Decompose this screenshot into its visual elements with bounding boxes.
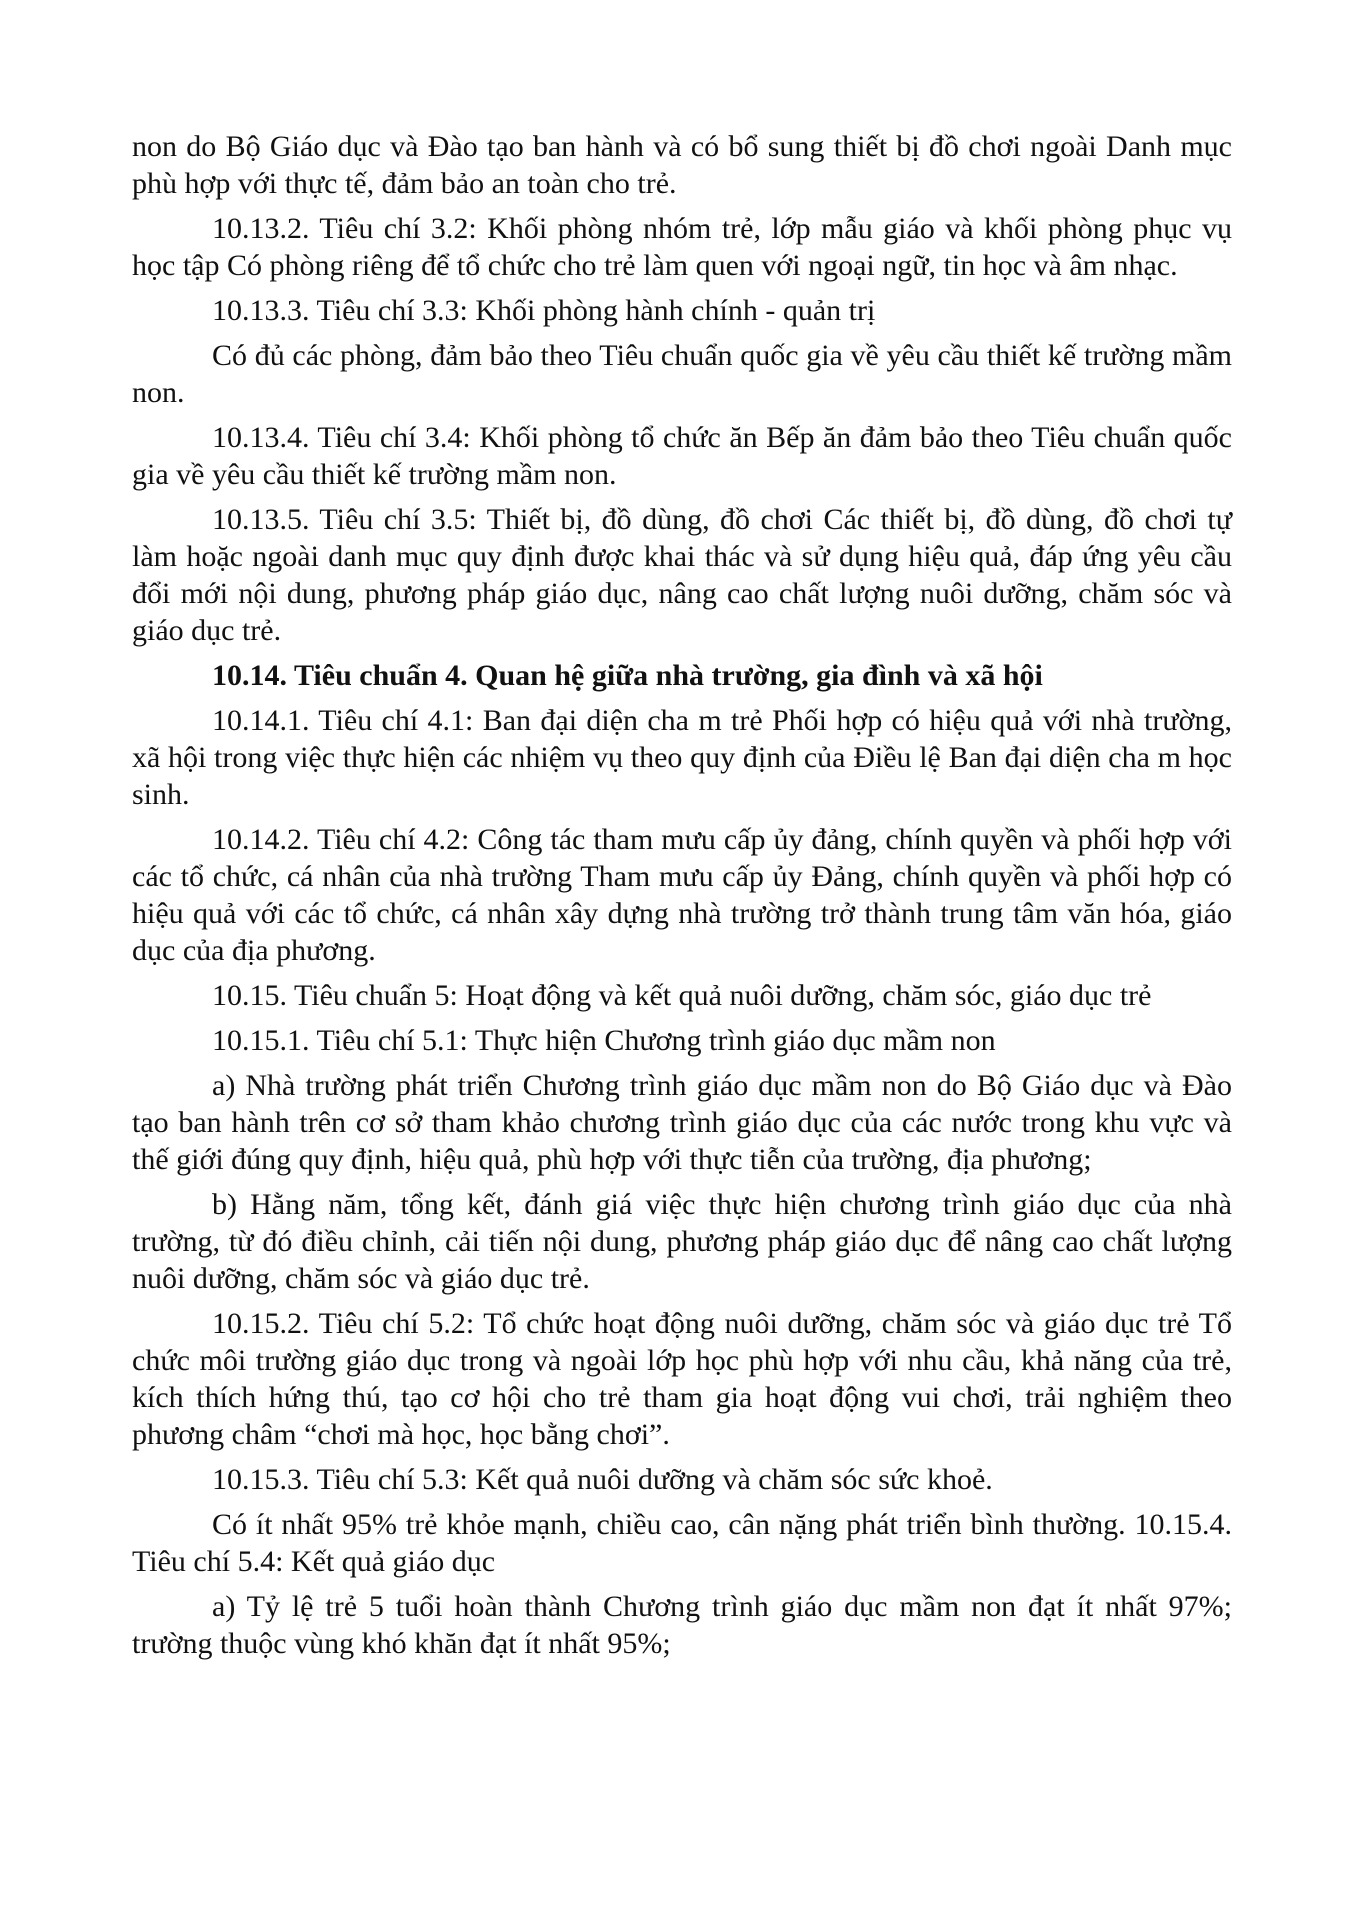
paragraph-criterion-3-5: 10.13.5. Tiêu chí 3.5: Thiết bị, đồ dùng, đồ chơi Các thiết bị, đồ dùng, đồ chơi tự làm hoặc ngoài danh mục quy định được khai thác và sử dụng hiệu quả, đáp ứng yêu cầu đổi mới nội dung, phương pháp giáo dục, nâng cao chất lượng nuôi dưỡng, chăm sóc và giáo dục trẻ.	[132, 503, 1232, 647]
paragraph-criterion-3-3-detail: Có đủ các phòng, đảm bảo theo Tiêu chuẩn quốc gia về yêu cầu thiết kế trường mầm non.	[132, 339, 1232, 409]
paragraph-criterion-3-4: 10.13.4. Tiêu chí 3.4: Khối phòng tổ chức ăn Bếp ăn đảm bảo theo Tiêu chuẩn quốc gia về yêu cầu thiết kế trường mầm non.	[132, 421, 1232, 491]
paragraph-criterion-5-1: 10.15.1. Tiêu chí 5.1: Thực hiện Chương trình giáo dục mầm non	[212, 1024, 996, 1057]
paragraph-criterion-4-1: 10.14.1. Tiêu chí 4.1: Ban đại diện cha m trẻ Phối hợp có hiệu quả với nhà trường, xã hội trong việc thực hiện các nhiệm vụ theo quy định của Điều lệ Ban đại diện cha m học sinh.	[132, 704, 1232, 811]
paragraph-criterion-3-3: 10.13.3. Tiêu chí 3.3: Khối phòng hành chính - quản trị	[212, 294, 876, 327]
paragraph-criterion-5-1-b: b) Hằng năm, tổng kết, đánh giá việc thực hiện chương trình giáo dục của nhà trường, từ đó điều chỉnh, cải tiến nội dung, phương pháp giáo dục để nâng cao chất lượng nuôi dưỡng, chăm sóc và giáo dục trẻ.	[132, 1188, 1232, 1295]
paragraph-criterion-4-2: 10.14.2. Tiêu chí 4.2: Công tác tham mưu cấp ủy đảng, chính quyền và phối hợp với các tổ chức, cá nhân của nhà trường Tham mưu cấp ủy Đảng, chính quyền và phối hợp có hiệu quả với các tổ chức, cá nhân xây dựng nhà trường trở thành trung tâm văn hóa, giáo dục của địa phương.	[132, 823, 1232, 967]
paragraph-criterion-5-4-a: a) Tỷ lệ trẻ 5 tuổi hoàn thành Chương trình giáo dục mầm non đạt ít nhất 97%; trường thuộc vùng khó khăn đạt ít nhất 95%;	[132, 1590, 1232, 1660]
heading-standard-4: 10.14. Tiêu chuẩn 4. Quan hệ giữa nhà trường, gia đình và xã hội	[212, 659, 1043, 692]
paragraph-criterion-5-3-detail: Có ít nhất 95% trẻ khỏe mạnh, chiều cao, cân nặng phát triển bình thường. 10.15.4. Tiêu chí 5.4: Kết quả giáo dục	[132, 1508, 1232, 1578]
paragraph-criterion-3-2: 10.13.2. Tiêu chí 3.2: Khối phòng nhóm trẻ, lớp mẫu giáo và khối phòng phục vụ học tập Có phòng riêng để tổ chức cho trẻ làm quen với ngoại ngữ, tin học và âm nhạc.	[132, 212, 1232, 282]
paragraph-criterion-5-1-a: a) Nhà trường phát triển Chương trình giáo dục mầm non do Bộ Giáo dục và Đào tạo ban hành trên cơ sở tham khảo chương trình giáo dục của các nước trong khu vực và thế giới đúng quy định, hiệu quả, phù hợp với thực tiễn của trường, địa phương;	[132, 1069, 1232, 1176]
paragraph-intro-continuation: non do Bộ Giáo dục và Đào tạo ban hành và có bổ sung thiết bị đồ chơi ngoài Danh mục phù hợp với thực tế, đảm bảo an toàn cho trẻ.	[132, 130, 1232, 200]
paragraph-criterion-5-2: 10.15.2. Tiêu chí 5.2: Tổ chức hoạt động nuôi dưỡng, chăm sóc và giáo dục trẻ Tổ chức môi trường giáo dục trong và ngoài lớp học phù hợp với nhu cầu, khả năng của trẻ, kích thích hứng thú, tạo cơ hội cho trẻ tham gia hoạt động vui chơi, trải nghiệm theo phương châm “chơi mà học, học bằng chơi”.	[132, 1307, 1232, 1451]
document-page	[132, 128, 1232, 1670]
paragraph-standard-5: 10.15. Tiêu chuẩn 5: Hoạt động và kết quả nuôi dưỡng, chăm sóc, giáo dục trẻ	[212, 979, 1152, 1012]
paragraph-criterion-5-3: 10.15.3. Tiêu chí 5.3: Kết quả nuôi dưỡng và chăm sóc sức khoẻ.	[212, 1463, 993, 1496]
